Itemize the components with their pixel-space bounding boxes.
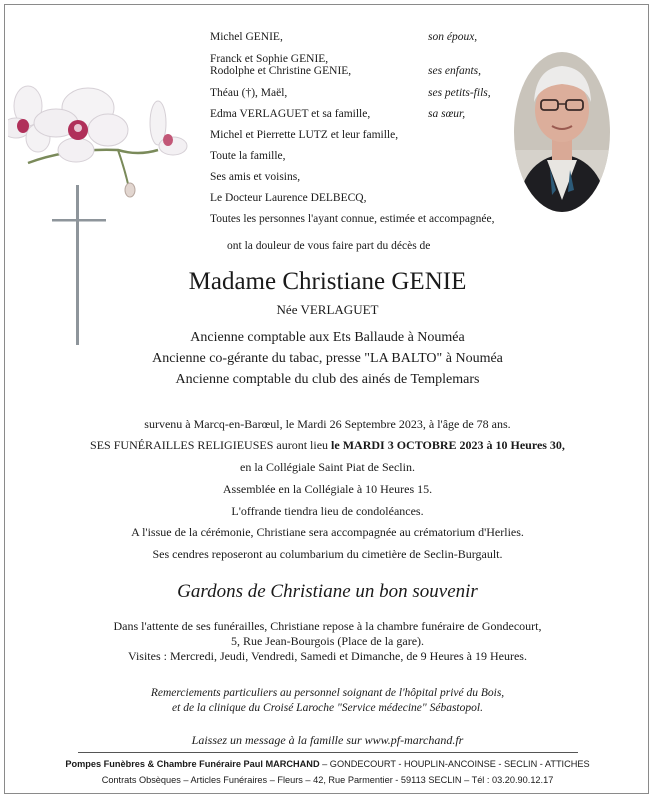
offering-line: L'offrande tiendra lieu de condoléances. <box>231 504 424 518</box>
footer-company <box>0 759 655 769</box>
orchid-flower-image <box>8 78 193 198</box>
family-relation: son époux, <box>428 31 478 43</box>
ashes-line: Ses cendres reposeront au columbarium du cimetière de Seclin-Burgault. <box>152 547 503 561</box>
family-member: Toutes les personnes l'ayant connue, estimée et accompagnée, <box>210 213 495 225</box>
role-line: Ancienne co-gérante du tabac, presse "LA BALTO" à Nouméa <box>152 351 503 366</box>
family-member: Ses amis et voisins, <box>210 171 301 183</box>
family-member: Franck et Sophie GENIE, <box>210 53 329 65</box>
role-line: Ancienne comptable du club des ainés de Templemars <box>175 372 480 387</box>
maiden-name: Née VERLAGUET <box>276 302 379 317</box>
footer-company-name: Pompes Funèbres & Chambre Funéraire Paul MARCHAND <box>65 759 320 769</box>
memory-heading: Gardons de Christiane un bon souvenir <box>177 581 478 602</box>
funeral-prefix: SES FUNÉRAILLES RELIGIEUSES auront lieu <box>90 438 332 452</box>
deceased-name: Madame Christiane GENIE <box>188 268 467 295</box>
family-member: Edma VERLAGUET et sa famille, <box>210 108 371 120</box>
family-member: Toute la famille, <box>210 150 286 162</box>
family-member: Théau (†), Maël, <box>210 87 288 99</box>
family-member: Le Docteur Laurence DELBECQ, <box>210 192 367 204</box>
rest-line: Dans l'attente de ses funérailles, Christiane repose à la chambre funéraire de Gondecourt, <box>113 619 542 633</box>
thanks-line: Remerciements particuliers au personnel soignant de l'hôpital privé du Bois, <box>150 687 505 699</box>
rest-line: Visites : Mercredi, Jeudi, Vendredi, Samedi et Dimanche, de 9 Heures à 19 Heures. <box>128 649 527 663</box>
family-relation: ses enfants, <box>428 65 482 77</box>
thanks-line: et de la clinique du Croisé Laroche "Service médecine" Sébastopol. <box>172 702 483 714</box>
funeral-date: le MARDI 3 OCTOBRE 2023 à 10 Heures 30, <box>331 438 565 452</box>
crematorium-line: A l'issue de la cérémonie, Christiane sera accompagnée au crématorium d'Herlies. <box>131 525 524 539</box>
funeral-line <box>0 438 655 453</box>
rest-line: 5, Rue Jean-Bourgois (Place de la gare). <box>230 634 425 648</box>
death-details: survenu à Marcq-en-Barœul, le Mardi 26 Septembre 2023, à l'âge de 78 ans. <box>144 417 511 431</box>
church-line: en la Collégiale Saint Piat de Seclin. <box>240 460 415 474</box>
web-message: Laissez un message à la famille sur www.pf-marchand.fr <box>191 733 464 747</box>
footer-locations: – GONDECOURT - HOUPLIN-ANCOINSE - SECLIN - ATTICHES <box>319 759 590 769</box>
footer-contact: Contrats Obsèques – Articles Funéraires – Fleurs – 42, Rue Parmentier - 59113 SECLIN – Tél : 03.20.90.12.17 <box>101 775 554 785</box>
family-relation: sa sœur, <box>428 108 466 120</box>
family-member: Michel GENIE, <box>210 31 283 43</box>
assembly-line: Assemblée en la Collégiale à 10 Heures 15. <box>222 482 433 496</box>
family-relation: ses petits-fils, <box>428 87 491 99</box>
portrait-photo <box>512 50 612 214</box>
family-member: Michel et Pierrette LUTZ et leur famille, <box>210 129 399 141</box>
announcement-text: ont la douleur de vous faire part du décès de <box>227 240 431 252</box>
family-member: Rodolphe et Christine GENIE, <box>210 65 352 77</box>
role-line: Ancienne comptable aux Ets Ballaude à Nouméa <box>190 330 465 345</box>
cross-icon <box>52 185 106 345</box>
footer-divider <box>78 752 578 753</box>
